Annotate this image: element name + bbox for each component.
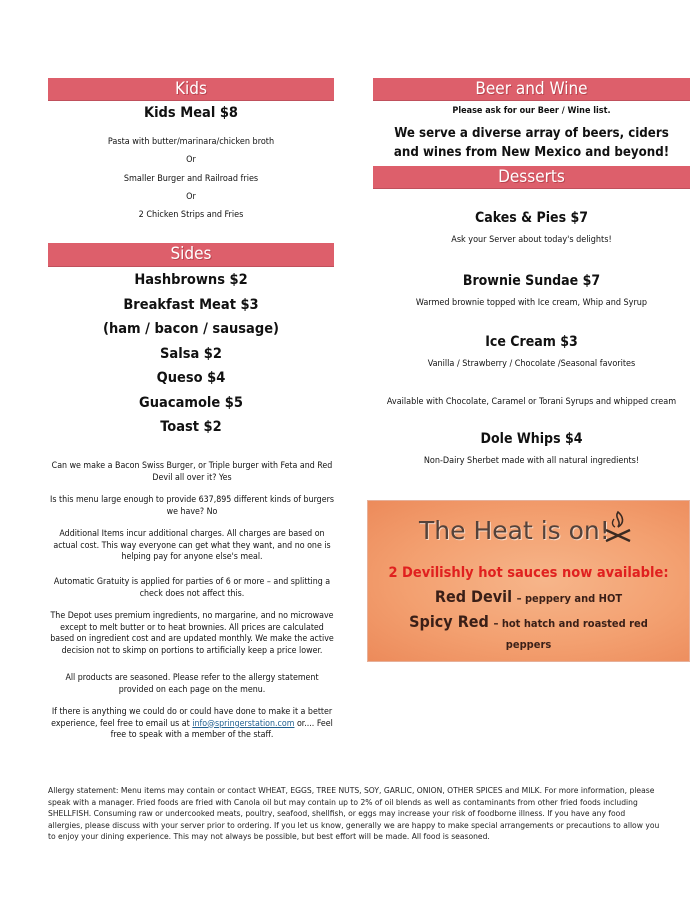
note-additional-items: Additional Items incur additional charges. All charges are based on actual cost. This way everyone can get what they want, and no one is helping pay for anyone else's meal. — [53, 529, 331, 562]
kids-option: 2 Chicken Strips and Fries — [138, 210, 244, 221]
kids-option: Pasta with butter/marinara/chicken broth — [107, 137, 275, 147]
heat-subtitle: 2 Devilishly hot sauces now available: — [388, 565, 669, 581]
sauce-name: Red Devil — [434, 587, 512, 606]
dessert-brownie-title: Brownie Sundae $7 — [462, 273, 601, 289]
sauce-desc: – hot hatch and roasted red peppers — [493, 617, 648, 651]
note-seasoned: All products are seasoned. Please refer to the allergy statement provided on each page on the menu. — [65, 673, 319, 695]
kids-meal-options — [48, 133, 334, 224]
beer-wine-ask: Please ask for our Beer / Wine list. — [452, 106, 611, 116]
side-item: Queso $4 — [156, 370, 226, 386]
note-ingredients: The Depot uses premium ingredients, no margarine, and no microwave except to melt butter or to heat brownies. All prices are calculated based on ingredient cost and are updated monthly. We make the active decision not to skimp on portions to artificially keep a price lower. — [50, 611, 334, 656]
sauce-desc: – peppery and HOT — [516, 592, 623, 605]
feedback-text: If there is anything we could do or could have done to make it a better experience, feel free to email us at — [51, 707, 333, 729]
side-item: Guacamole $5 — [139, 394, 243, 411]
beer-wine-header: Beer and Wine — [373, 78, 690, 101]
note-custom-burger: Can we make a Bacon Swiss Burger, or Triple burger with Feta and Red Devil all over it? Yes — [51, 461, 333, 483]
side-item: (ham / bacon / sausage) — [102, 321, 280, 337]
kids-meal-title: Kids Meal $8 — [143, 105, 239, 121]
side-item: Breakfast Meat $3 — [123, 296, 259, 313]
side-item: Toast $2 — [160, 419, 222, 435]
kids-header: Kids — [48, 78, 334, 101]
dessert-brownie-desc: Warmed brownie topped with Ice cream, Whip and Syrup — [415, 298, 648, 308]
dessert-cakes-title: Cakes & Pies $7 — [474, 210, 589, 226]
note-feedback — [48, 707, 336, 742]
sides-list — [48, 268, 334, 440]
desserts-header: Desserts — [373, 166, 690, 189]
kids-option: Smaller Burger and Railroad fries — [123, 173, 259, 184]
sides-header: Sides — [48, 243, 334, 267]
side-item: Salsa $2 — [160, 345, 222, 362]
sauce-spicy-red — [387, 612, 670, 654]
dessert-dole-title: Dole Whips $4 — [480, 431, 583, 447]
dessert-icecream-title: Ice Cream $3 — [485, 334, 578, 350]
sauce-red-devil — [367, 587, 690, 606]
email-link[interactable]: info@springerstation.com — [192, 718, 295, 729]
allergy-statement: Allergy statement: Menu items may contain or contact WHEAT, EGGS, TREE NUTS, SOY, GARLIC, ONION, OTHER SPICES and MILK. For more information, please speak with a manager. Fried foods are fried with Canola oil but may contain up to 2% of oil blends as well as contaminants from other fried foods including SHELLFISH. Consuming raw or undercooked meats, poultry, seafood, shellfish, or eggs may increase your risk of foodborne illness. If you have any food allergies, please discuss with your server prior to ordering. If you let us know, generally we are happy to make special arrangements or precautions to allow you to enjoy your dining experience. This may not always be possible, but best effort will be made. All food is seasoned. — [48, 786, 660, 841]
note-gratuity: Automatic Gratuity is applied for parties of 6 or more – and splitting a check does not affect this. — [53, 577, 331, 599]
kids-or: Or — [186, 155, 196, 166]
hot-sauce-banner — [367, 500, 690, 662]
dessert-icecream-desc: Vanilla / Strawberry / Chocolate /Seasonal favorites — [427, 359, 636, 369]
feedback-text-end: or.... Feel free to speak with a member of the staff. — [110, 718, 333, 740]
beer-wine-serve: We serve a diverse array of beers, ciders and wines from New Mexico and beyond! — [393, 126, 670, 160]
dessert-cakes-desc: Ask your Server about today's delights! — [451, 235, 612, 245]
kids-or: Or — [186, 191, 196, 202]
sauce-name: Spicy Red — [409, 612, 489, 631]
heat-title: The Heat is on! — [419, 516, 610, 545]
dessert-syrups: Available with Chocolate, Caramel or Torani Syrups and whipped cream — [386, 397, 677, 407]
campfire-icon — [603, 510, 633, 544]
side-item: Hashbrowns $2 — [134, 272, 248, 288]
note-menu-size: Is this menu large enough to provide 637,895 different kinds of burgers we have? No — [50, 495, 334, 517]
dessert-dole-desc: Non-Dairy Sherbet made with all natural ingredients! — [423, 456, 640, 466]
